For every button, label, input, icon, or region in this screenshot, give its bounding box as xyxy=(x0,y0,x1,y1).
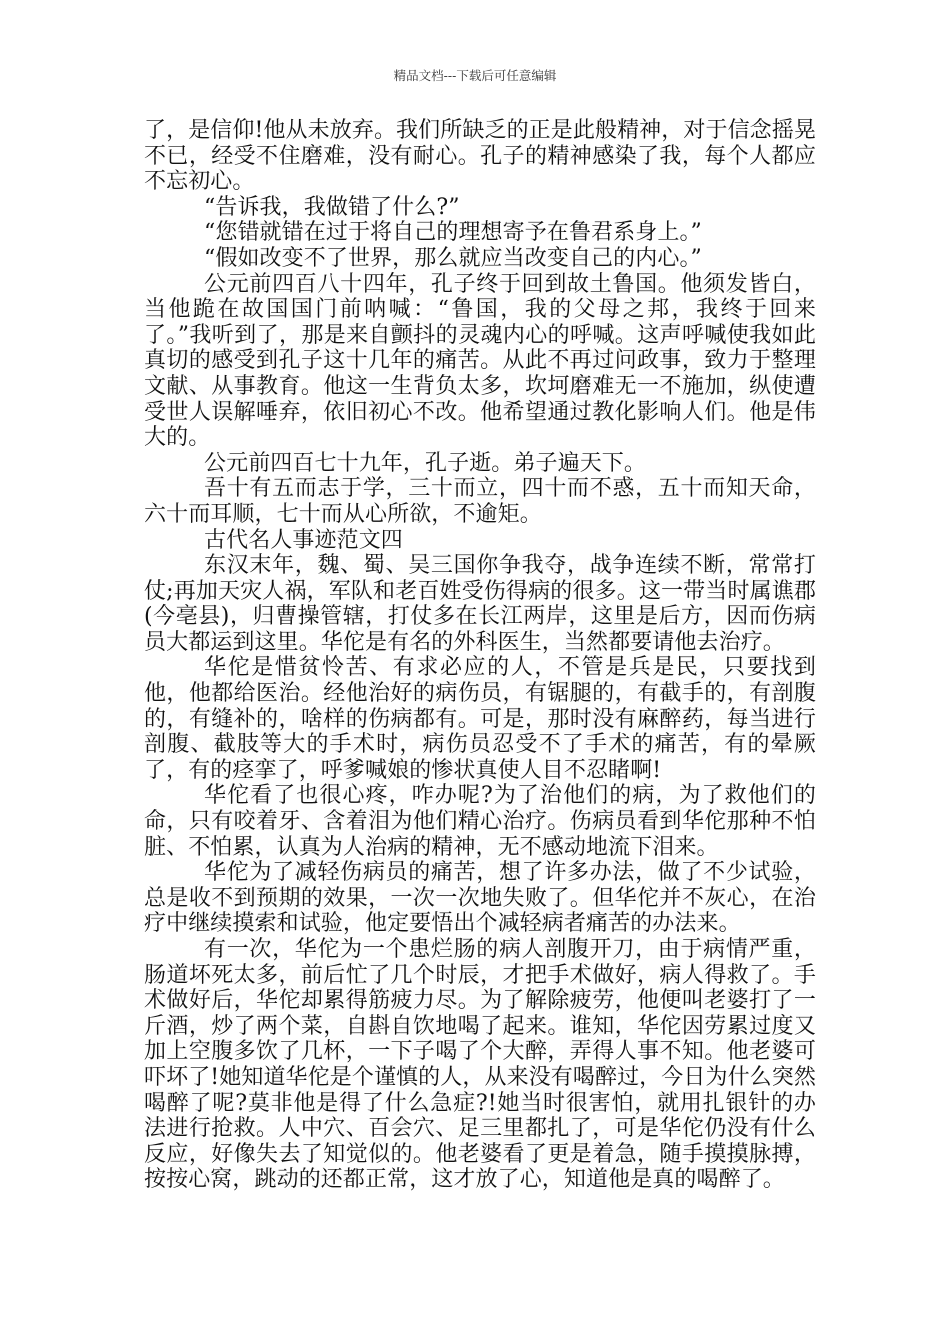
dialogue-line: “告诉我，我做错了什么?” xyxy=(204,194,460,220)
paragraph: 公元前四百七十九年，孔子逝。弟子遍天下。 xyxy=(204,450,647,476)
dialogue-line: “您错就错在过于将自己的理想寄予在鲁君系身上。” xyxy=(204,220,702,246)
dialogue-line: “假如改变不了世界，那么就应当改变自己的内心。” xyxy=(204,245,702,271)
paragraph: 吾十有五而志于学，三十而立，四十而不惑，五十而知天命，六十而耳顺，七十而从心所欲，不逾矩。 xyxy=(144,476,816,527)
paragraph: 华佗为了减轻伤病员的痛苦，想了许多办法，做了不少试验，总是收不到预期的效果，一次一次地失败了。但华佗并不灰心，在治疗中继续摸索和试验，他定要悟出个减轻病者痛苦的办法来。 xyxy=(144,860,816,937)
paragraph: 东汉末年，魏、蜀、吴三国你争我夺，战争连续不断，常常打仗;再加天灾人祸，军队和老百姓受伤得病的很多。这一带当时属谯郡(今亳县)，归曹操管辖，打仗多在长江两岸，这里是后方，因而伤病员大都运到这里。华佗是有名的外科医生，当然都要请他去治疗。 xyxy=(144,553,816,655)
paragraph: 有一次，华佗为一个患烂肠的病人剖腹开刀，由于病情严重，肠道坏死太多，前后忙了几个时辰，才把手术做好，病人得救了。手术做好后，华佗却累得筋疲力尽。为了解除疲劳，他便叫老婆打了一斤酒，炒了两个菜，自斟自饮地喝了起来。谁知，华佗因劳累过度又加上空腹多饮了几杯，一下子喝了个大醉，弄得人事不知。他老婆可吓坏了!她知道华佗是个谨慎的人，从来没有喝醉过，今日为什么突然喝醉了呢?莫非他是得了什么急症?!她当时很害怕，就用扎银针的办法进行抢救。人中穴、百会穴、足三里都扎了，可是华佗仍没有什么反应，好像失去了知觉似的。他老婆看了更是着急，随手摸摸脉搏，按按心窝，跳动的还都正常，这才放了心，知道他是真的喝醉了。 xyxy=(144,937,816,1193)
paragraph: 华佗看了也很心疼，咋办呢?为了治他们的病，为了救他们的命，只有咬着牙、含着泪为他们精心治疗。伤病员看到华佗那种不怕脏、不怕累，认真为人治病的精神，无不感动地流下泪来。 xyxy=(144,783,816,860)
section-heading: 古代名人事迹范文四 xyxy=(204,527,403,553)
paragraph-continuation: 了，是信仰!他从未放弃。我们所缺乏的正是此般精神，对于信念摇晃不已，经受不住磨难，没有耐心。孔子的精神感染了我，每个人都应不忘初心。 xyxy=(144,118,816,195)
paragraph: 公元前四百八十四年，孔子终于回到故土鲁国。他须发皆白，当他跪在故国国门前呐喊：“鲁国，我的父母之邦，我终于回来了。”我听到了，那是来自颤抖的灵魂内心的呼喊。这声呼喊使我如此真切的感受到孔子这十几年的痛苦。从此不再过问政事，致力于整理文献、从事教育。他这一生背负太多，坎坷磨难无一不施加，纵使遭受世人误解唾弃，依旧初心不改。他希望通过教化影响人们。他是伟大的。 xyxy=(144,271,816,451)
paragraph: 华佗是惜贫怜苦、有求必应的人，不管是兵是民，只要找到他，他都给医治。经他治好的病伤员，有锯腿的，有截手的，有剖腹的，有缝补的，啥样的伤病都有。可是，那时没有麻醉药，每当进行剖腹、截肢等大的手术时，病伤员忍受不了手术的痛苦，有的晕厥了，有的痉挛了，呼爹喊娘的惨状真使人目不忍睹啊! xyxy=(144,655,816,783)
document-body xyxy=(144,118,816,1193)
page-header: 精品文档---下载后可任意编辑 xyxy=(393,68,557,83)
